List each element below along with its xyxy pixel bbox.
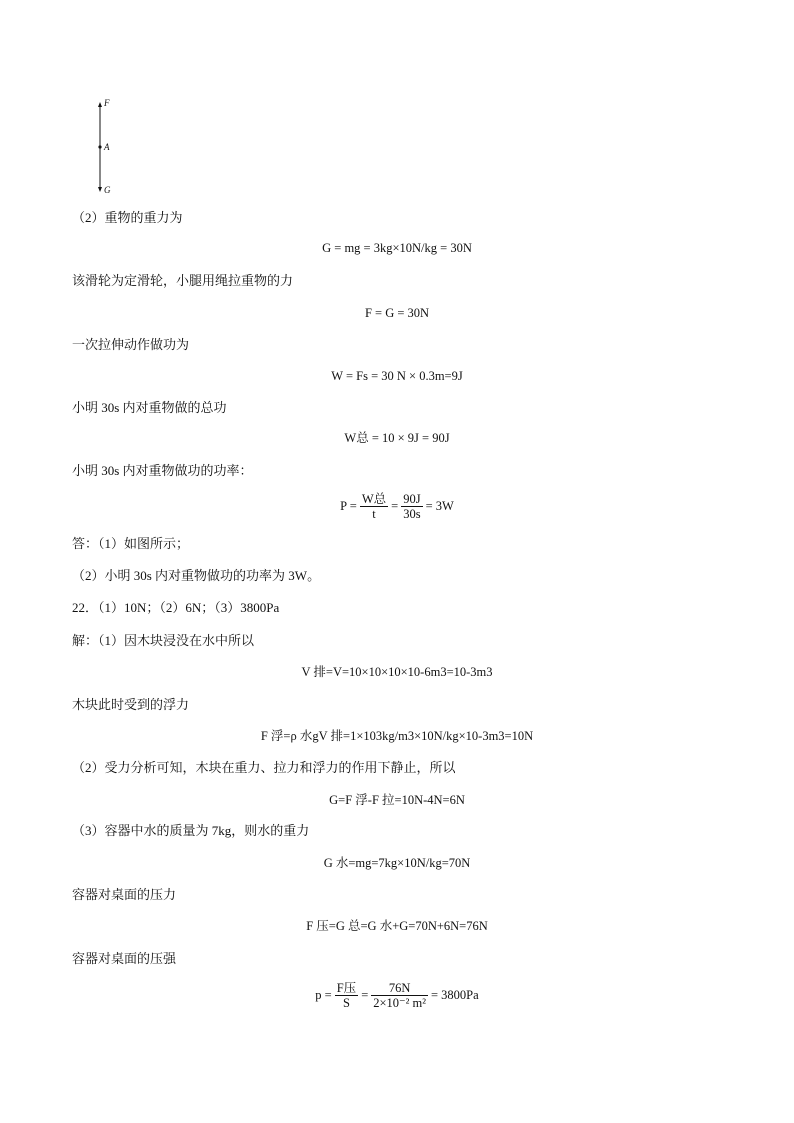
- fraction: [360, 492, 388, 521]
- equation: F 压=G 总=G 水+G=70N+6N=76N: [306, 919, 488, 933]
- numerator: 76N: [371, 981, 428, 996]
- label-g: G: [104, 185, 111, 195]
- denominator: 30s: [403, 506, 421, 521]
- question-header: 22．（1）10N；（2）6N；（3）3800Pa: [72, 600, 280, 615]
- fraction: [335, 981, 358, 1010]
- numerator: W总: [361, 491, 387, 506]
- text-line: 木块此时受到的浮力: [72, 697, 190, 712]
- arrow-down-head: [98, 187, 102, 192]
- text-line: 解：（1）因木块浸没在水中所以: [72, 633, 255, 648]
- eq-rhs: = 3800Pa: [431, 988, 479, 1002]
- power-equation: [0, 490, 794, 522]
- arrow-up-head: [98, 102, 102, 107]
- equation: V 排=V=10×10×10×10-6m3=10-3m3: [301, 665, 493, 679]
- text-line: 小明 30s 内对重物做的总功: [72, 400, 227, 415]
- text-line: （2）小明 30s 内对重物做功的功率为 3W。: [72, 568, 321, 583]
- equation: G 水=mg=7kg×10N/kg=70N: [323, 856, 471, 870]
- pressure-equation: [0, 978, 794, 1012]
- text-line: 小明 30s 内对重物做功的功率：: [72, 463, 253, 478]
- label-a: A: [104, 142, 110, 152]
- text-line: （2）重物的重力为: [72, 210, 183, 225]
- text-line: （3）容器中水的质量为 7kg，则水的重力: [72, 823, 310, 838]
- eq-equals: =: [361, 988, 369, 1002]
- force-diagram: [90, 96, 130, 200]
- numerator: 90J: [403, 491, 421, 506]
- equation: W = Fs = 30 N × 0.3m=9J: [331, 369, 463, 383]
- text-line: 一次拉伸动作做功为: [72, 337, 190, 352]
- equation: G = mg = 3kg×10N/kg = 30N: [322, 241, 472, 255]
- equation: W总 = 10 × 9J = 90J: [344, 431, 450, 445]
- text-line: 该滑轮为定滑轮，小腿用绳拉重物的力: [72, 273, 294, 288]
- fraction: [401, 492, 422, 521]
- equation: F = G = 30N: [364, 306, 430, 320]
- text-line: 答：（1）如图所示；: [72, 536, 190, 551]
- text-line: 容器对桌面的压强: [72, 951, 177, 966]
- eq-lhs: P =: [340, 499, 357, 513]
- equation: G=F 浮-F 拉=10N-4N=6N: [329, 793, 465, 807]
- text-line: 容器对桌面的压力: [72, 887, 177, 902]
- equation: F 浮=ρ 水gV 排=1×103kg/m3×10N/kg×10-3m3=10N: [260, 729, 534, 743]
- eq-rhs: = 3W: [425, 499, 454, 513]
- denominator: 2×10⁻² m²: [373, 995, 426, 1010]
- text-line: （2）受力分析可知，木块在重力、拉力和浮力的作用下静止，所以: [72, 760, 456, 775]
- eq-lhs: p =: [315, 988, 332, 1002]
- point-a-dot: [98, 145, 101, 148]
- denominator: t: [372, 506, 376, 521]
- numerator: F压: [336, 980, 357, 995]
- fraction: [371, 981, 428, 1010]
- eq-equals: =: [391, 499, 399, 513]
- label-f: F: [104, 98, 110, 108]
- denominator: S: [342, 995, 350, 1010]
